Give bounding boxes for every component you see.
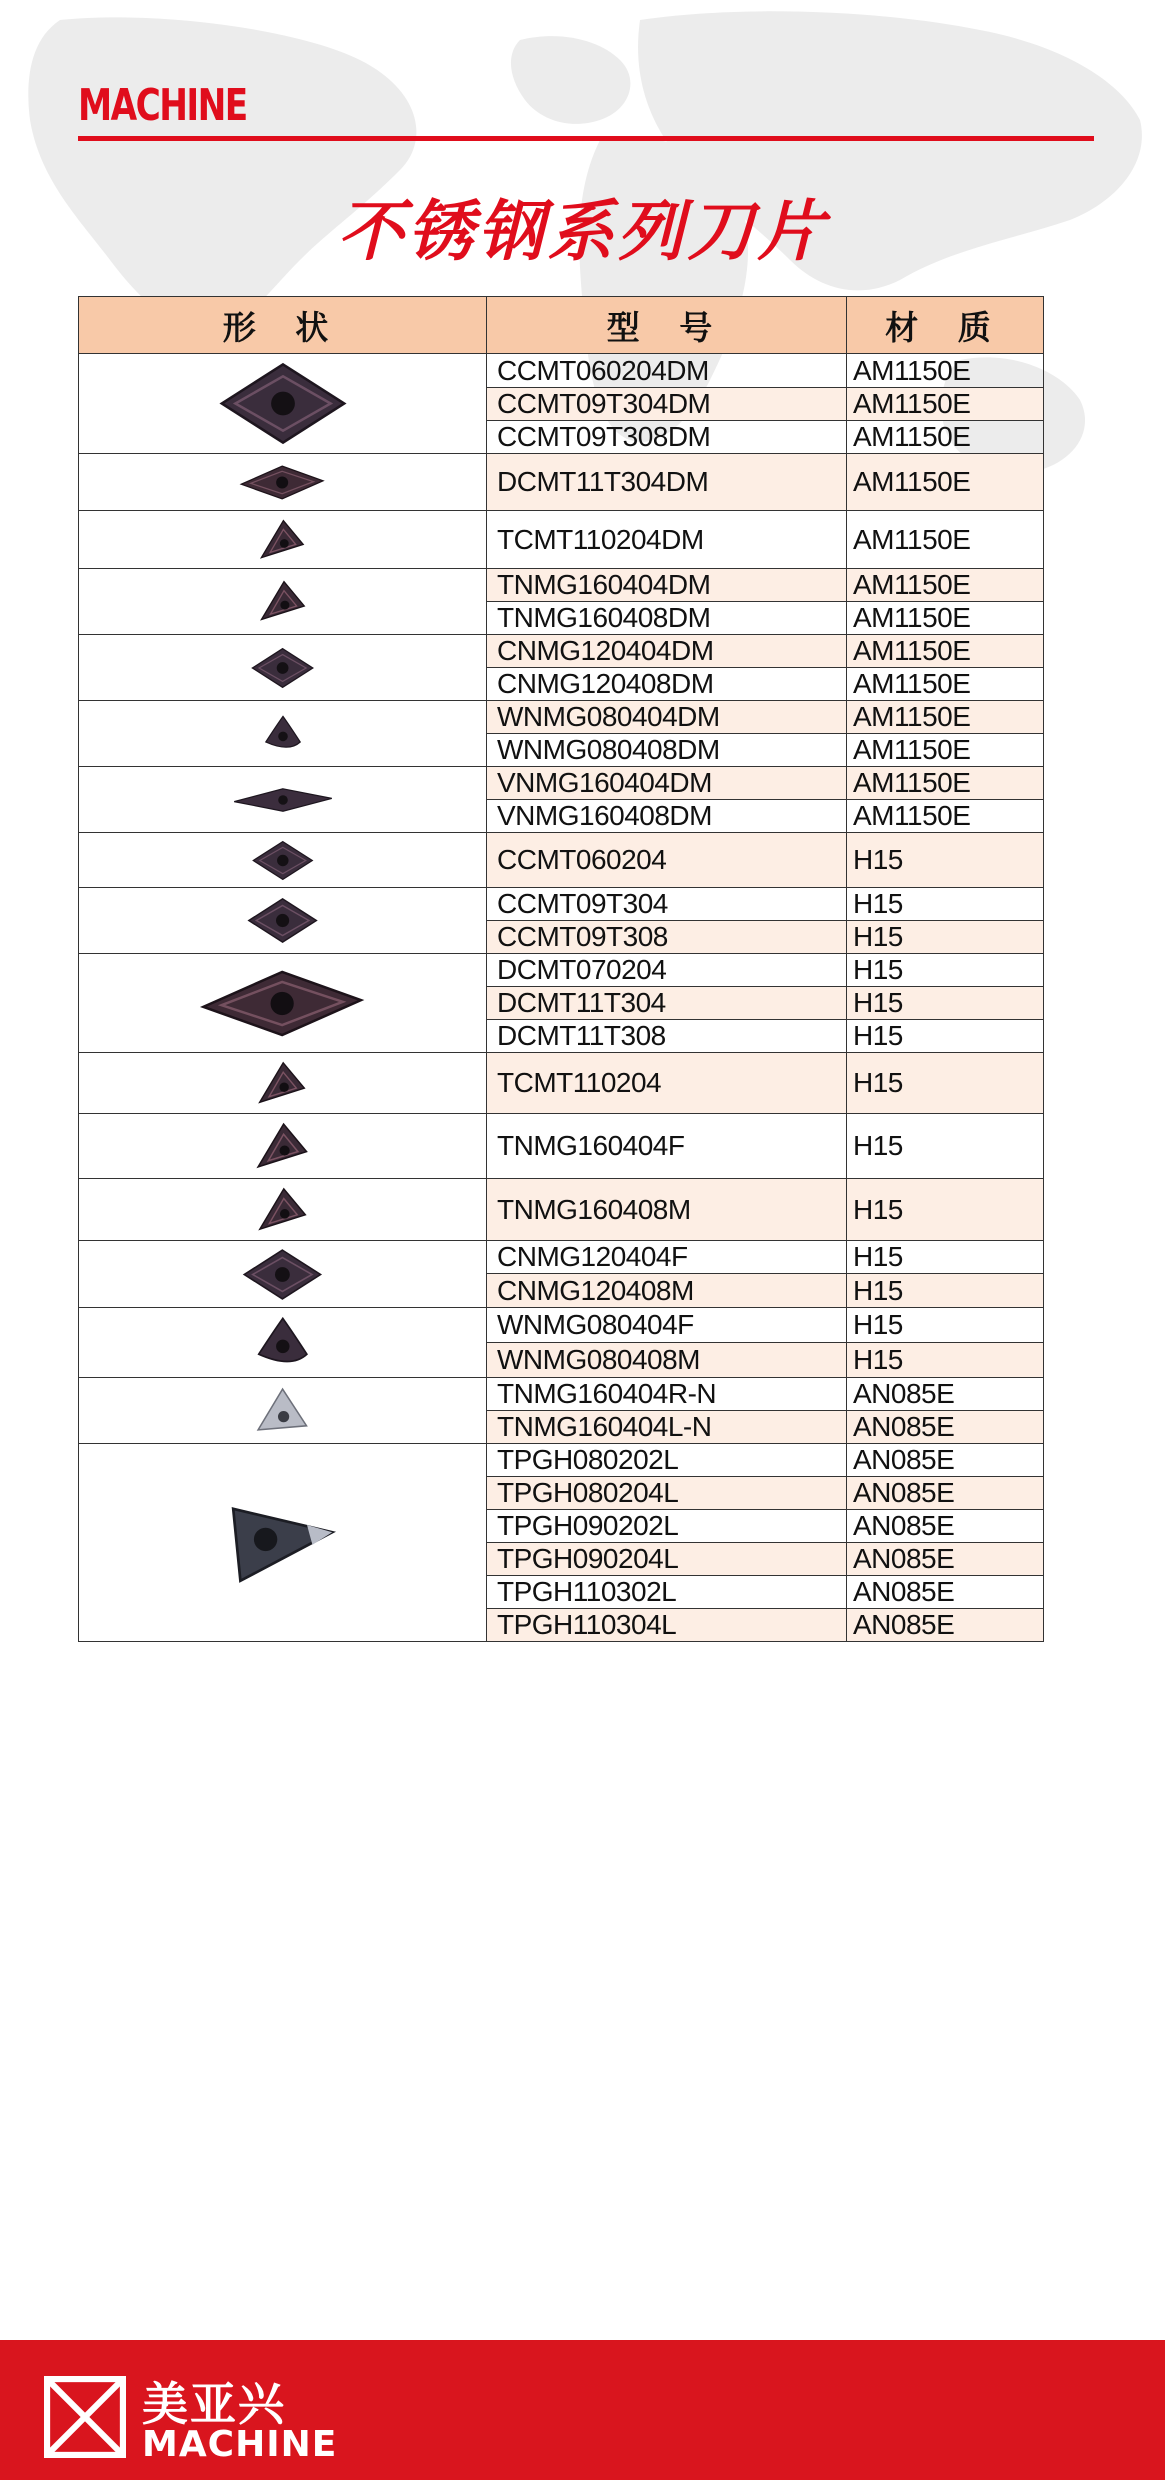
table-row bbox=[79, 569, 1044, 602]
insert-shape-cell bbox=[79, 888, 487, 954]
trigon-insert-icon bbox=[79, 714, 486, 754]
material-cell: H15 bbox=[847, 1241, 1044, 1274]
insert-table bbox=[78, 296, 1044, 1642]
insert-shape-cell bbox=[79, 1444, 487, 1642]
model-cell: DCMT11T304 bbox=[487, 987, 847, 1020]
triangle-insert-icon bbox=[79, 579, 486, 624]
footer-brand-cn: 美亚兴 bbox=[142, 2377, 286, 2431]
insert-shape-cell bbox=[79, 1179, 487, 1241]
model-cell: TPGH090202L bbox=[487, 1510, 847, 1543]
model-cell: CNMG120404DM bbox=[487, 635, 847, 668]
material-cell: H15 bbox=[847, 1274, 1044, 1308]
insert-shape-cell bbox=[79, 635, 487, 701]
model-cell: WNMG080404DM bbox=[487, 701, 847, 734]
material-cell: AN085E bbox=[847, 1477, 1044, 1510]
insert-shape-cell bbox=[79, 1053, 487, 1114]
triangle-insert-icon bbox=[79, 1121, 486, 1172]
material-cell: AM1150E bbox=[847, 602, 1044, 635]
page-title: 不锈钢系列刀片 bbox=[337, 193, 828, 270]
table-row bbox=[79, 1241, 1044, 1274]
triangle-ground-insert-icon bbox=[79, 1498, 486, 1588]
insert-shape-cell bbox=[79, 511, 487, 569]
material-cell: H15 bbox=[847, 1053, 1044, 1114]
model-cell: VNMG160404DM bbox=[487, 767, 847, 800]
material-cell: H15 bbox=[847, 888, 1044, 921]
rhombic-80-insert-icon bbox=[79, 897, 486, 944]
brand-logo-text: MACHINE bbox=[78, 80, 247, 131]
table-row bbox=[79, 954, 1044, 987]
model-cell: TPGH110304L bbox=[487, 1609, 847, 1642]
insert-shape-cell bbox=[79, 833, 487, 888]
model-cell: CCMT09T304DM bbox=[487, 388, 847, 421]
model-cell: TNMG160404DM bbox=[487, 569, 847, 602]
footer-brand-en: MACHINE bbox=[142, 2424, 338, 2465]
material-cell: AM1150E bbox=[847, 767, 1044, 800]
model-cell: CCMT09T308DM bbox=[487, 421, 847, 454]
model-cell: CNMG120408DM bbox=[487, 668, 847, 701]
table-row bbox=[79, 635, 1044, 668]
material-cell: H15 bbox=[847, 1308, 1044, 1343]
model-cell: TPGH110302L bbox=[487, 1576, 847, 1609]
model-cell: CNMG120404F bbox=[487, 1241, 847, 1274]
triangle-silver-insert-icon bbox=[79, 1385, 486, 1436]
model-cell: TCMT110204 bbox=[487, 1053, 847, 1114]
material-cell: AM1150E bbox=[847, 734, 1044, 767]
insert-table-container bbox=[78, 296, 1043, 1642]
material-cell: H15 bbox=[847, 987, 1044, 1020]
model-cell: WNMG080408DM bbox=[487, 734, 847, 767]
model-cell: VNMG160408DM bbox=[487, 800, 847, 833]
model-cell: TNMG160408DM bbox=[487, 602, 847, 635]
model-cell: TCMT110204DM bbox=[487, 511, 847, 569]
rhombic-80-insert-icon bbox=[79, 1248, 486, 1301]
material-cell: AN085E bbox=[847, 1378, 1044, 1411]
header-divider bbox=[78, 136, 1094, 141]
material-cell: H15 bbox=[847, 1179, 1044, 1241]
table-row bbox=[79, 767, 1044, 800]
rhombic-55-insert-icon bbox=[79, 962, 486, 1045]
trigon-insert-icon bbox=[79, 1315, 486, 1371]
triangle-insert-icon bbox=[79, 1186, 486, 1234]
insert-shape-cell bbox=[79, 569, 487, 635]
material-cell: AN085E bbox=[847, 1444, 1044, 1477]
model-cell: DCMT070204 bbox=[487, 954, 847, 987]
material-cell: AM1150E bbox=[847, 454, 1044, 511]
footer-bar bbox=[0, 2340, 1165, 2480]
table-row bbox=[79, 1114, 1044, 1179]
company-logo-icon bbox=[44, 2376, 126, 2458]
table-row bbox=[79, 511, 1044, 569]
material-cell: H15 bbox=[847, 1343, 1044, 1378]
material-cell: AM1150E bbox=[847, 388, 1044, 421]
table-row bbox=[79, 888, 1044, 921]
material-cell: AM1150E bbox=[847, 354, 1044, 388]
material-cell: AM1150E bbox=[847, 421, 1044, 454]
model-cell: TPGH090204L bbox=[487, 1543, 847, 1576]
model-cell: CCMT060204DM bbox=[487, 354, 847, 388]
material-cell: H15 bbox=[847, 1114, 1044, 1179]
rhombic-80-insert-icon bbox=[79, 361, 486, 446]
insert-shape-cell bbox=[79, 1378, 487, 1444]
model-column-header: 型 号 bbox=[487, 297, 847, 354]
table-header-row bbox=[79, 297, 1044, 354]
table-row bbox=[79, 1308, 1044, 1343]
table-row bbox=[79, 833, 1044, 888]
model-cell: CCMT09T308 bbox=[487, 921, 847, 954]
material-cell: AM1150E bbox=[847, 569, 1044, 602]
triangle-insert-icon bbox=[79, 1060, 486, 1107]
model-cell: TNMG160408M bbox=[487, 1179, 847, 1241]
material-cell: AM1150E bbox=[847, 668, 1044, 701]
rhombic-80-insert-icon bbox=[79, 647, 486, 689]
rhombic-55-insert-icon bbox=[79, 461, 486, 504]
triangle-insert-icon bbox=[79, 518, 486, 562]
material-cell: AN085E bbox=[847, 1411, 1044, 1444]
material-cell: H15 bbox=[847, 833, 1044, 888]
table-row bbox=[79, 454, 1044, 511]
material-cell: H15 bbox=[847, 1020, 1044, 1053]
insert-shape-cell bbox=[79, 1308, 487, 1378]
model-cell: TNMG160404R-N bbox=[487, 1378, 847, 1411]
table-body bbox=[79, 354, 1044, 1642]
model-cell: CCMT060204 bbox=[487, 833, 847, 888]
material-cell: AM1150E bbox=[847, 800, 1044, 833]
model-cell: WNMG080404F bbox=[487, 1308, 847, 1343]
material-cell: H15 bbox=[847, 954, 1044, 987]
material-cell: AN085E bbox=[847, 1576, 1044, 1609]
rhombic-80-insert-icon bbox=[79, 840, 486, 881]
table-row bbox=[79, 1444, 1044, 1477]
insert-shape-cell bbox=[79, 354, 487, 454]
model-cell: TNMG160404F bbox=[487, 1114, 847, 1179]
material-cell: AM1150E bbox=[847, 635, 1044, 668]
material-cell: AN085E bbox=[847, 1543, 1044, 1576]
material-cell: AM1150E bbox=[847, 701, 1044, 734]
insert-shape-cell bbox=[79, 1114, 487, 1179]
table-row bbox=[79, 1378, 1044, 1411]
material-cell: AN085E bbox=[847, 1510, 1044, 1543]
model-cell: TPGH080202L bbox=[487, 1444, 847, 1477]
model-cell: TNMG160404L-N bbox=[487, 1411, 847, 1444]
insert-shape-cell bbox=[79, 1241, 487, 1308]
table-row bbox=[79, 354, 1044, 388]
rhombic-35-insert-icon bbox=[79, 780, 486, 820]
insert-shape-cell bbox=[79, 767, 487, 833]
model-cell: CCMT09T304 bbox=[487, 888, 847, 921]
material-cell: H15 bbox=[847, 921, 1044, 954]
insert-shape-cell bbox=[79, 954, 487, 1053]
shape-column-header: 形 状 bbox=[79, 297, 487, 354]
material-cell: AM1150E bbox=[847, 511, 1044, 569]
insert-shape-cell bbox=[79, 701, 487, 767]
table-row bbox=[79, 1053, 1044, 1114]
model-cell: TPGH080204L bbox=[487, 1477, 847, 1510]
model-cell: DCMT11T304DM bbox=[487, 454, 847, 511]
model-cell: WNMG080408M bbox=[487, 1343, 847, 1378]
material-cell: AN085E bbox=[847, 1609, 1044, 1642]
insert-shape-cell bbox=[79, 454, 487, 511]
table-row bbox=[79, 701, 1044, 734]
table-row bbox=[79, 1179, 1044, 1241]
material-column-header: 材 质 bbox=[847, 297, 1044, 354]
model-cell: CNMG120408M bbox=[487, 1274, 847, 1308]
model-cell: DCMT11T308 bbox=[487, 1020, 847, 1053]
